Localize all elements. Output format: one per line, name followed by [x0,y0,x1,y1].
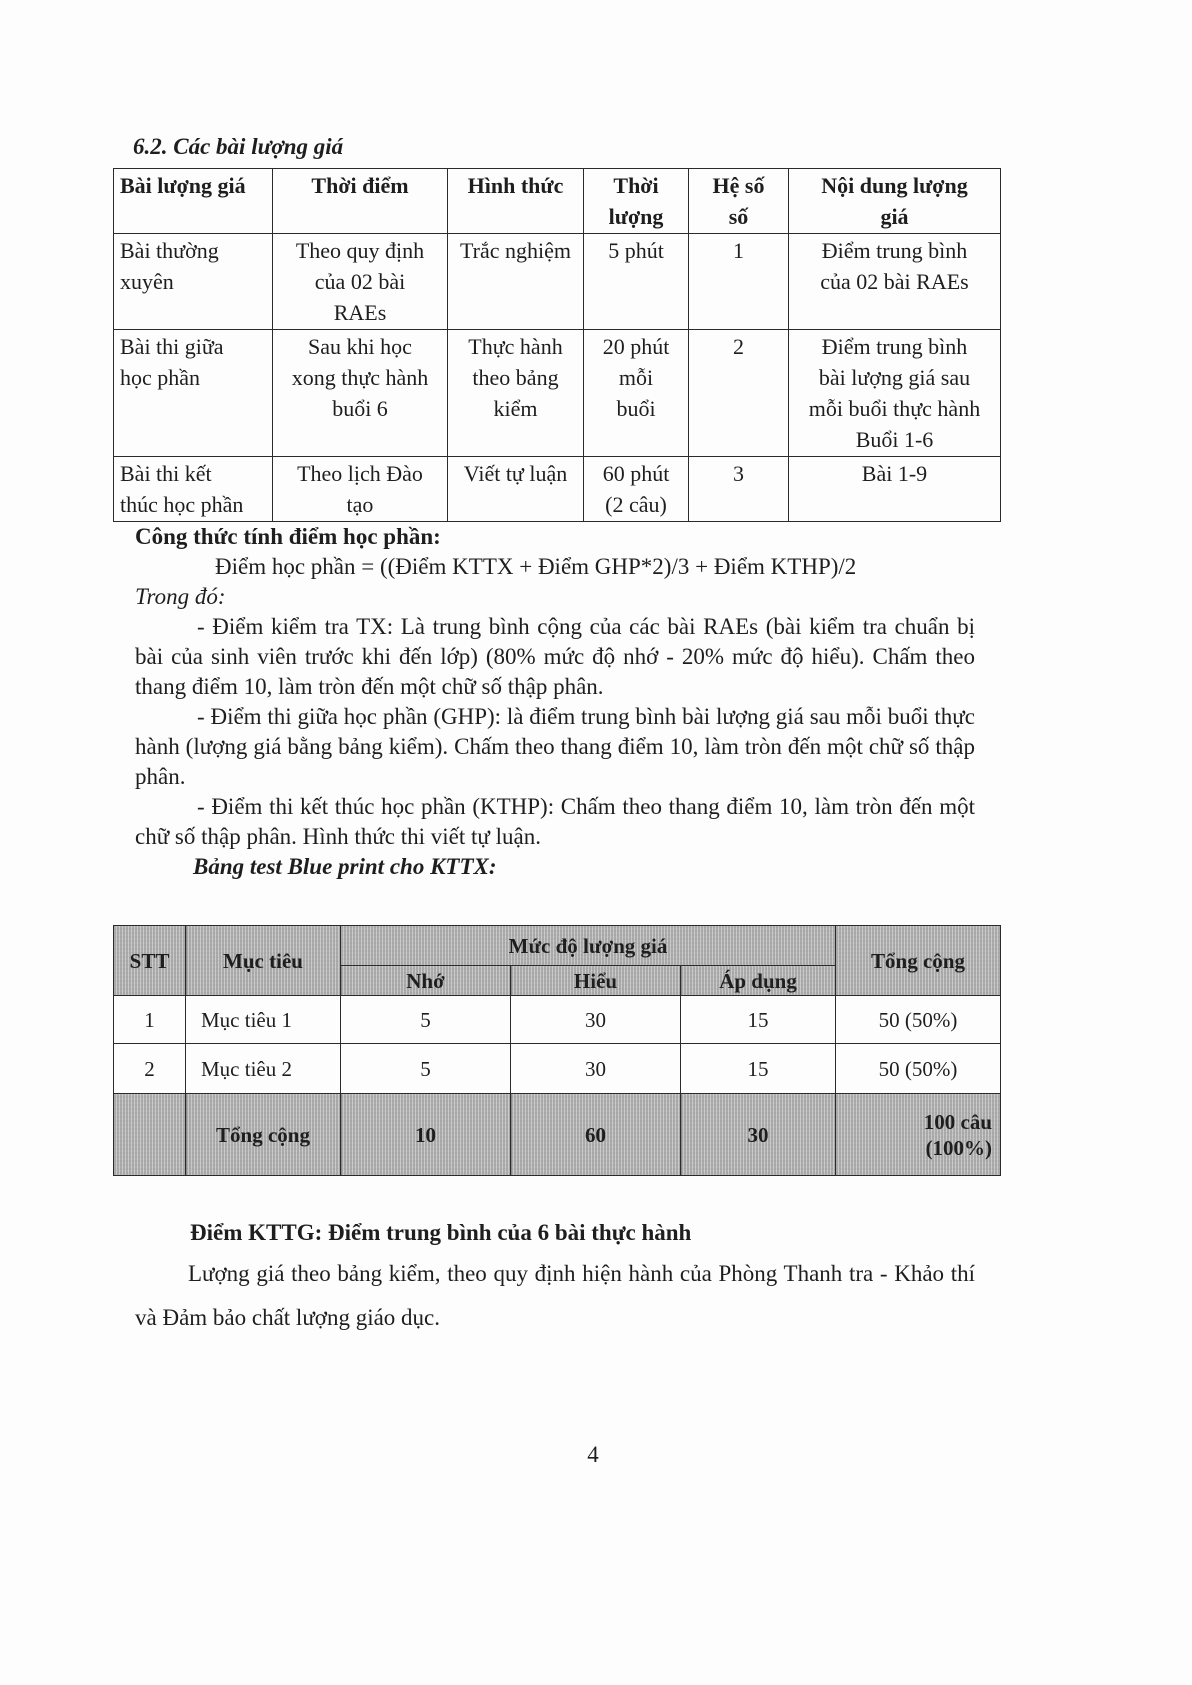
total-understand: 60 [511,1094,681,1176]
header-level-apply: Áp dụng [681,966,836,996]
cell-content: Bài 1-9 [789,457,1001,522]
cell-total: 50 (50%) [836,1044,1001,1094]
cell-duration: 60 phút (2 câu) [584,457,689,522]
page-content [113,132,1000,1340]
cell-stt: 2 [114,1044,186,1094]
blueprint-title: Bảng test Blue print cho KTTX: [193,854,497,879]
cell-weight: 2 [689,330,789,457]
header-weight: Hệ số số [689,169,789,234]
explanation-kthp: - Điểm thi kết thúc học phần (KTHP): Chấm theo thang điểm 10, làm tròn đến một chữ số thập phân. Hình thức thi viết tự luận. [135,794,975,849]
header-objective: Mục tiêu [186,926,341,996]
assessment-table-header-row [114,169,1001,234]
cell-duration: 20 phút mỗi buổi [584,330,689,457]
cell-understand: 30 [511,1044,681,1094]
total-grand: 100 câu (100%) [836,1094,1001,1176]
table-row [114,234,1001,330]
total-row [114,1094,1001,1176]
header-total: Tổng cộng [836,926,1001,996]
cell-remember: 5 [341,1044,511,1094]
header-level-group: Mức độ lượng giá [341,926,836,966]
cell-apply: 15 [681,996,836,1044]
cell-assessment: Bài thường xuyên [114,234,273,330]
header-stt: STT [114,926,186,996]
cell-weight: 1 [689,234,789,330]
header-timing: Thời điểm [273,169,448,234]
table-row [114,996,1001,1044]
header-format: Hình thức [448,169,584,234]
cell-objective: Mục tiêu 2 [186,1044,341,1094]
table-row [114,1044,1001,1094]
explanation-list [135,612,975,852]
cell-stt: 1 [114,996,186,1044]
kttg-description: Lượng giá theo bảng kiểm, theo quy định hiện hành của Phòng Thanh tra - Khảo thí và Đảm bảo chất lượng giáo dục. [135,1261,975,1330]
cell-understand: 30 [511,996,681,1044]
header-content: Nội dung lượng giá [789,169,1001,234]
cell-timing: Sau khi học xong thực hành buổi 6 [273,330,448,457]
cell-total: 50 (50%) [836,996,1001,1044]
header-assessment: Bài lượng giá [114,169,273,234]
formula-label: Công thức tính điểm học phần: [135,524,441,549]
assessment-table [113,168,1001,522]
explanation-kttx: - Điểm kiểm tra TX: Là trung bình cộng của các bài RAEs (bài kiểm tra chuẩn bị bài của sinh viên trước khi đến lớp) (80% mức độ nhớ - 20% mức độ hiểu). Chấm theo thang điểm 10, làm tròn đến một chữ số thập phân. [135,614,975,699]
total-row-stt-cell [114,1094,186,1176]
where-label: Trong đó: [135,584,226,609]
cell-weight: 3 [689,457,789,522]
cell-format: Thực hành theo bảng kiểm [448,330,584,457]
cell-content: Điểm trung bình của 02 bài RAEs [789,234,1001,330]
grade-formula: Điểm học phần = ((Điểm KTTX + Điểm GHP*2)/3 + Điểm KTHP)/2 [215,554,857,579]
cell-assessment: Bài thi kết thúc học phần [114,457,273,522]
kttg-label: Điểm KTTG: Điểm trung bình của 6 bài thực hành [190,1220,692,1245]
header-level-remember: Nhớ [341,966,511,996]
cell-timing: Theo lịch Đào tạo [273,457,448,522]
cell-objective: Mục tiêu 1 [186,996,341,1044]
cell-format: Trắc nghiệm [448,234,584,330]
cell-format: Viết tự luận [448,457,584,522]
header-duration: Thời lượng [584,169,689,234]
blueprint-table [113,925,1001,1176]
table-row [114,330,1001,457]
cell-remember: 5 [341,996,511,1044]
total-remember: 10 [341,1094,511,1176]
cell-timing: Theo quy định của 02 bài RAEs [273,234,448,330]
cell-duration: 5 phút [584,234,689,330]
cell-assessment: Bài thi giữa học phần [114,330,273,457]
cell-apply: 15 [681,1044,836,1094]
page-number: 4 [587,1442,599,1467]
blueprint-header-row [114,926,1001,966]
header-level-understand: Hiểu [511,966,681,996]
section-heading: 6.2. Các bài lượng giá [133,134,344,159]
cell-content: Điểm trung bình bài lượng giá sau mỗi buổi thực hành Buổi 1-6 [789,330,1001,457]
total-row-label: Tổng cộng [186,1094,341,1176]
explanation-ghp: - Điểm thi giữa học phần (GHP): là điểm trung bình bài lượng giá sau mỗi buổi thực hành (lượng giá bằng bảng kiểm). Chấm theo thang điểm 10, làm tròn đến một chữ số thập phân. [135,704,975,789]
total-apply: 30 [681,1094,836,1176]
table-row [114,457,1001,522]
